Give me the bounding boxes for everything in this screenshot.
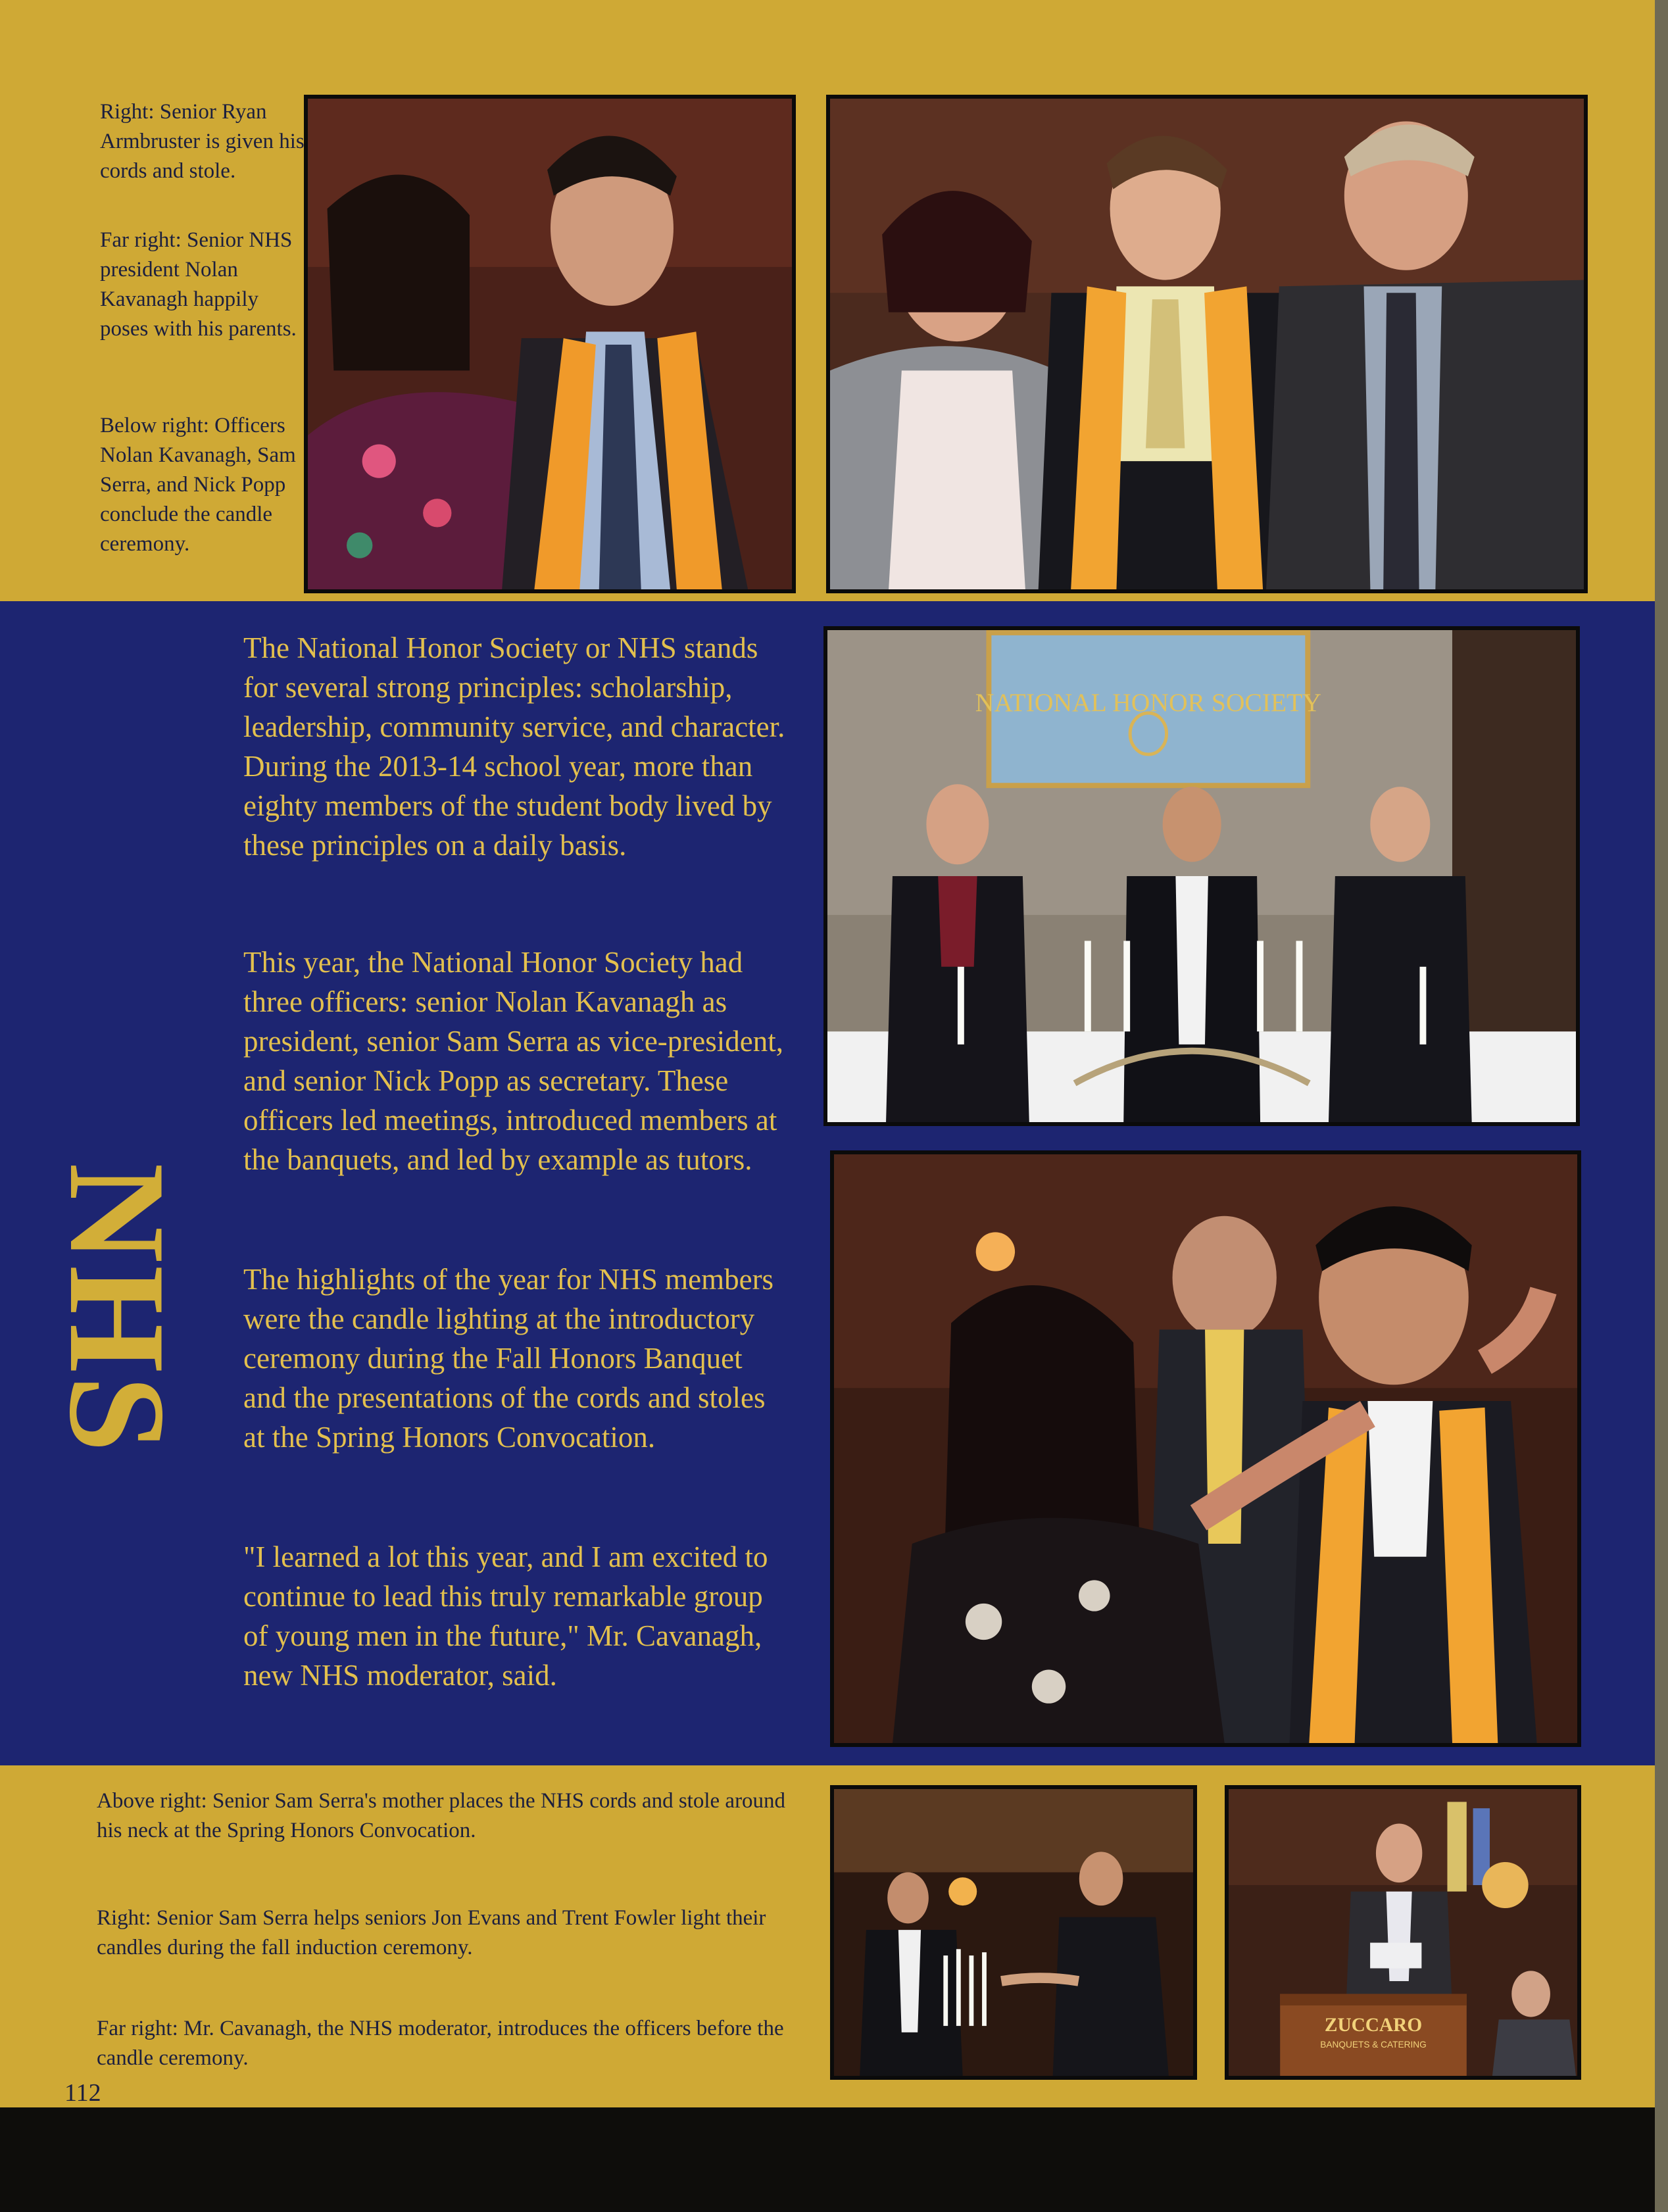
banner-text: NATIONAL HONOR SOCIETY xyxy=(975,688,1321,718)
photo-officers-candles xyxy=(823,626,1580,1126)
article-paragraph-3: The highlights of the year for NHS members were the candle lighting at the introductory ceremony during the Fall Honors Banquet and the presentations of the cords and stoles at the Spring Honors Convocation. xyxy=(243,1263,774,1454)
page-number: 112 xyxy=(64,2079,101,2107)
podium-text: ZUCCARO xyxy=(1324,2014,1423,2036)
page-bottom-edge xyxy=(0,2107,1668,2212)
caption-sam-serra-candles: Right: Senior Sam Serra helps seniors Jon Evans and Trent Fowler light their candles during the fall induction ceremony. xyxy=(97,1906,766,1959)
photo-cavanagh-podium xyxy=(1225,1785,1581,2080)
caption-nolan-parents: Far right: Senior NHS president Nolan Kavanagh happily poses with his parents. xyxy=(100,228,297,341)
caption-mr-cavanagh: Far right: Mr. Cavanagh, the NHS moderator, introduces the officers before the candle ceremony. xyxy=(97,2017,784,2070)
article-paragraph-4: "I learned a lot this year, and I am excited to continue to lead this truly remarkable group of young men in the future," Mr. Cavanagh, new NHS moderator, said. xyxy=(243,1540,768,1692)
photo-sam-serra-cords xyxy=(830,1150,1581,1747)
photo-lighting-candles xyxy=(830,1785,1197,2080)
photo-nolan-parents xyxy=(826,95,1588,593)
photo-ryan-cords xyxy=(304,95,796,593)
article-paragraph-1: The National Honor Society or NHS stands for several strong principles: scholarship, leadership, community service, and character. During the 2013-14 school year, more than eighty members of the student body lived by these principles on a daily basis. xyxy=(243,631,785,862)
podium-subtext: BANQUETS & CATERING xyxy=(1320,2040,1427,2050)
article-paragraph-2: This year, the National Honor Society had three officers: senior Nolan Kavanagh as president, senior Sam Serra as vice-president, and senior Nick Popp as secretary. These officers led meetings, introduced members at the banquets, and led by example as tutors. xyxy=(243,946,783,1176)
page-right-edge xyxy=(1655,0,1668,2212)
caption-candle-ceremony: Below right: Officers Nolan Kavanagh, Sam Serra, and Nick Popp conclude the candle ceremony. xyxy=(100,414,296,556)
section-title-text: NHS xyxy=(41,1163,193,1455)
caption-ryan-armbruster: Right: Senior Ryan Armbruster is given his cords and stole. xyxy=(100,100,305,183)
caption-sam-serra-mother: Above right: Senior Sam Serra's mother places the NHS cords and stole around his neck at the Spring Honors Convocation. xyxy=(97,1789,786,1842)
